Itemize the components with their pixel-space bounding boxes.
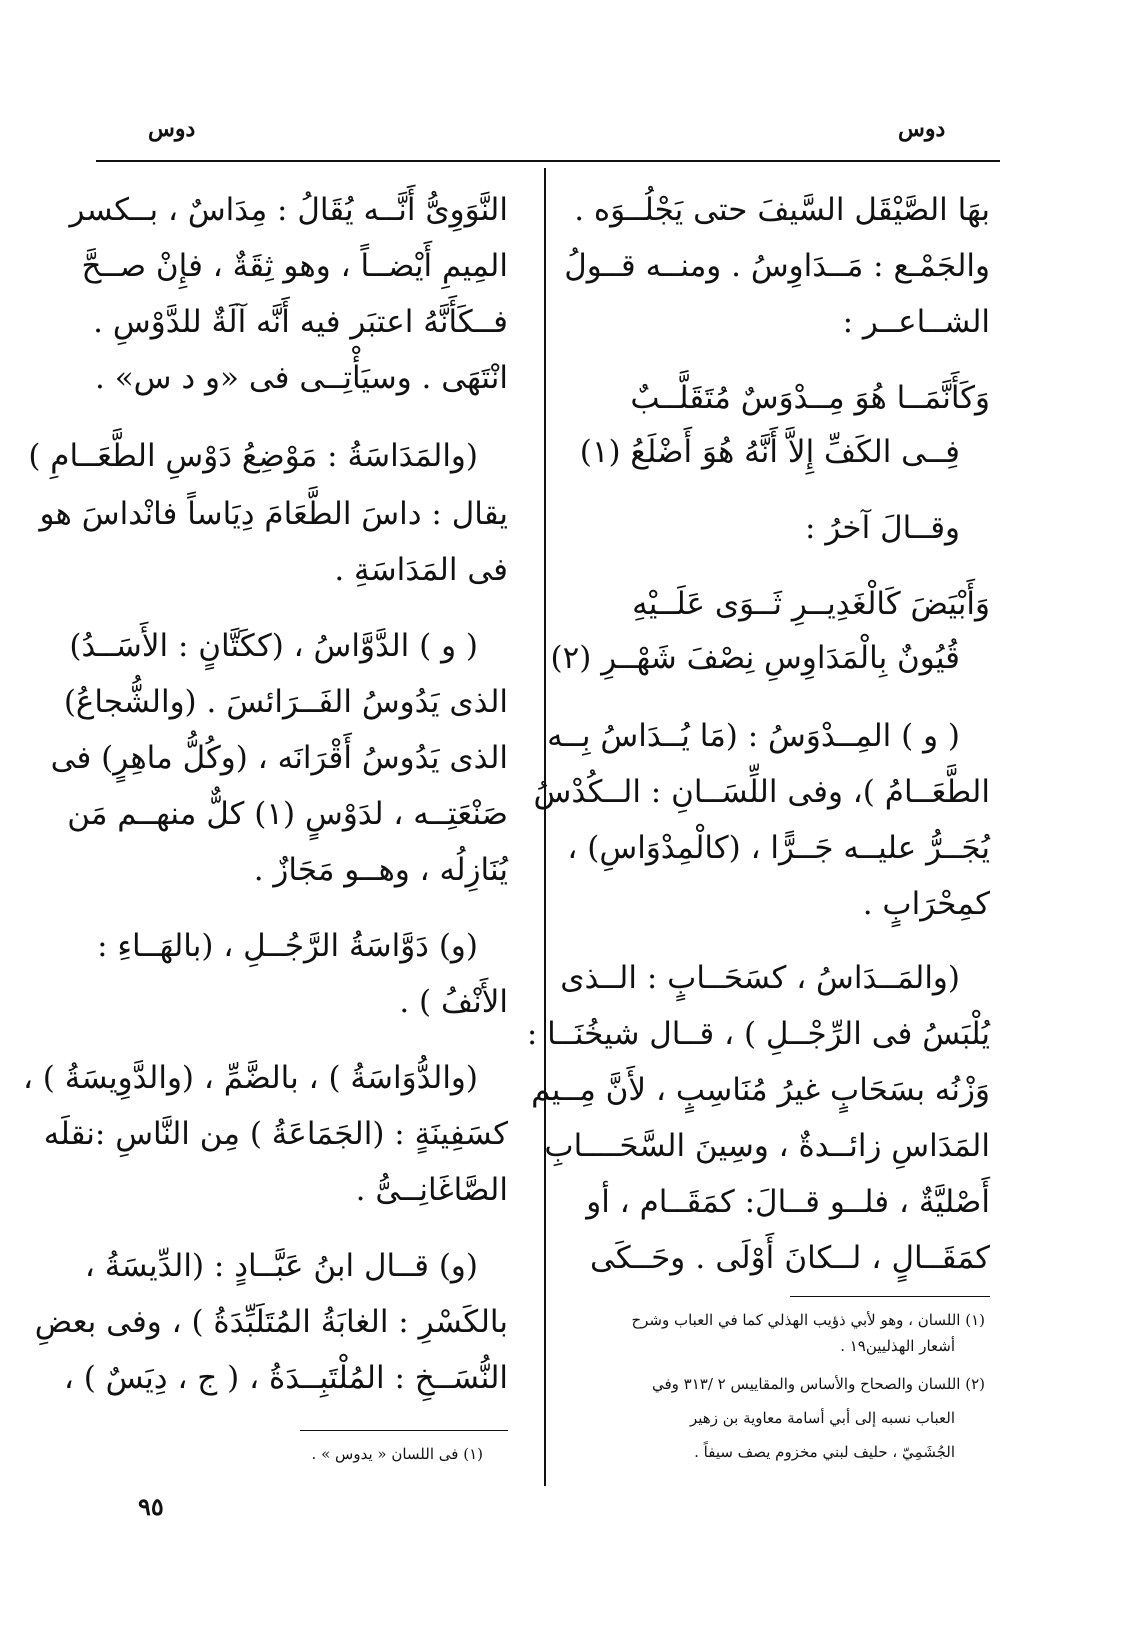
left-line-17: الصَّاغَانِــىُّ . — [355, 1172, 508, 1208]
right-line-14: يُلْبَسُ فى الرِّجْــلِ ) ، قــال شيخُنَــا : — [526, 1016, 990, 1052]
right-line-16: المَدَاسِ زائــدةٌ ، وسِينَ السَّحَــــابِ — [544, 1128, 990, 1164]
left-line-14: الأَنْفُ ) . — [399, 984, 508, 1020]
right-line-11: يُجَــرُّ عليــه جَــرًّا ، (كالْمِدْوَاسِ) ، — [567, 830, 990, 866]
left-footnote-1: (١) فى اللسان « يدوس » . — [311, 1445, 483, 1463]
left-line-8: ( و ) الدَّوَّاسُ ، (ككَتَّانٍ : الأَسَــدُ) — [69, 628, 478, 664]
left-line-1: النَّوَوِىُّ أَنَّــه يُقَالُ : مِدَاسٌ ، بــكسر — [69, 192, 508, 228]
right-footnote-2: (٢) اللسان والصحاح والأساس والمقاييس ٢ /٣١٣ وفي — [651, 1375, 985, 1393]
left-line-10: الذى يَدُوسُ أَقْرَانَه ، (وكُلُّ ماهِرٍ) فى — [50, 740, 508, 776]
right-line-10: الطَّعَــامُ )، وفى اللِّسَــانِ : الــكُدْسُ — [533, 774, 990, 810]
left-line-19: بالكَسْرِ : الغابَةُ المُتَلَبِّدَةُ ) ، وفى بعضِ — [34, 1304, 508, 1340]
page-number: ٩٥ — [138, 1492, 164, 1521]
left-line-13: (و) دَوَّاسَةُ الرَّجُــلِ ، (بالهَــاءِ : — [97, 928, 478, 964]
left-line-18: (و) قــال ابنُ عَبَّــادٍ : (الدِّيسَةُ ، — [84, 1248, 478, 1284]
verse-2-hemistich-1: وَأَبْيَضَ كَالْغَدِيــرِ ثَــوَى عَلَــيْهِ — [632, 586, 990, 622]
left-line-7: فى المَدَاسَةِ . — [334, 552, 508, 588]
left-line-4: انْتَهَى . وسيَأْتِــى فى «و د س» . — [95, 360, 508, 396]
left-line-3: فــكَأَنَّهُ اعتبَر فيه أَنَّه آلَةٌ للدَّوْسِ . — [93, 304, 508, 340]
right-footnote-1-cont: أشعار الهذليين١٩ . — [840, 1337, 955, 1355]
verse-2-hemistich-2: قُيُونٌ بِالْمَدَاوِسِ نِصْفَ شَهْــرِ (٢) — [550, 640, 960, 676]
running-header-left: دوس — [148, 116, 196, 142]
right-line-12: كمِحْرَابٍ . — [862, 886, 990, 922]
verse-1-hemistich-2: فِــى الكَفِّ إِلاَّ أَنَّهُ هُوَ أَضْلَعُ (١) — [579, 434, 960, 470]
left-line-16: كسَفِينَةٍ : (الجَمَاعَةُ ) مِن النَّاسِ :نقلَه — [43, 1116, 508, 1152]
right-footnote-1: (١) اللسان ، وهو لأبي ذؤيب الهذلي كما في العباب وشرح — [631, 1311, 985, 1329]
left-line-11: صَنْعَتِــه ، لدَوْسٍ (١) كلٌّ منهــم مَن — [67, 796, 508, 832]
verse-1-hemistich-1: وَكَأَنَّمَــا هُوَ مِــدْوَسٌ مُتَقَلَّــبٌ — [630, 380, 990, 416]
left-line-6: يقال : داسَ الطَّعَامَ دِيَاساً فانْداسَ هو — [39, 496, 508, 532]
left-line-2: المِيمِ أَيْضــاً ، وهو ثِقَةٌ ، فإِنْ صــحَّ — [81, 248, 508, 284]
right-footnote-2-cont: الجُشَمِيّ ، حليف لبني مخزوم يصف سيفاً . — [694, 1443, 955, 1461]
right-line-13: (والمَــدَاسُ ، كسَحَــابٍ : الــذى — [560, 960, 960, 996]
left-footnote-rule — [300, 1430, 508, 1431]
right-line-17: أَصْليَّةٌ ، فلــو قــالَ: كمَقَــام ، أو — [586, 1184, 990, 1220]
left-line-15: (والدُّوَاسَةُ ) ، بالضَّمِّ ، (والدَّوِيسَةُ ) ، — [22, 1060, 478, 1096]
right-line-3: الشــاعــر : — [842, 304, 990, 340]
header-rule — [96, 160, 1000, 162]
right-line-1: بهَا الصَّيْقَل السَّيفَ حتى يَجْلُــوَه . — [574, 192, 990, 228]
right-line-15: وَزْنُه بسَحَابٍ غيرُ مُنَاسِبٍ ، لأَنَّ مِــيم — [531, 1072, 990, 1108]
running-header-right: دوس — [898, 116, 946, 142]
left-line-12: يُنَازِلُه ، وهــو مَجَازٌ . — [253, 852, 508, 888]
right-footnote-rule — [790, 1296, 990, 1297]
column-divider — [544, 168, 546, 1486]
left-line-20: النُّسَــخِ : المُلْتَبِــدَةُ ، ( ج ، دِيَسٌ ) ، — [63, 1360, 508, 1396]
left-line-9: الذى يَدُوسُ الفَــرَائسَ . (والشُّجاعُ) — [63, 684, 508, 720]
left-line-5: (والمَدَاسَةُ : مَوْضِعُ دَوْسِ الطَّعَــامِ ) — [28, 438, 478, 474]
right-line-2: والجَمْـع : مَــدَاوِسُ . ومنــه قــولُ — [564, 248, 990, 284]
right-line-6: وقــالَ آخرُ : — [805, 510, 960, 546]
right-line-18: كمَقَــالٍ ، لــكانَ أَوْلَى . وحَــكَى — [590, 1240, 990, 1276]
right-footnote-2-cont: العباب نسبه إلى أبي أسامة معاوية بن زهير — [689, 1409, 955, 1427]
right-line-9: ( و ) المِــدْوَسُ : (مَا يُــدَاسُ بِــه — [547, 718, 960, 754]
